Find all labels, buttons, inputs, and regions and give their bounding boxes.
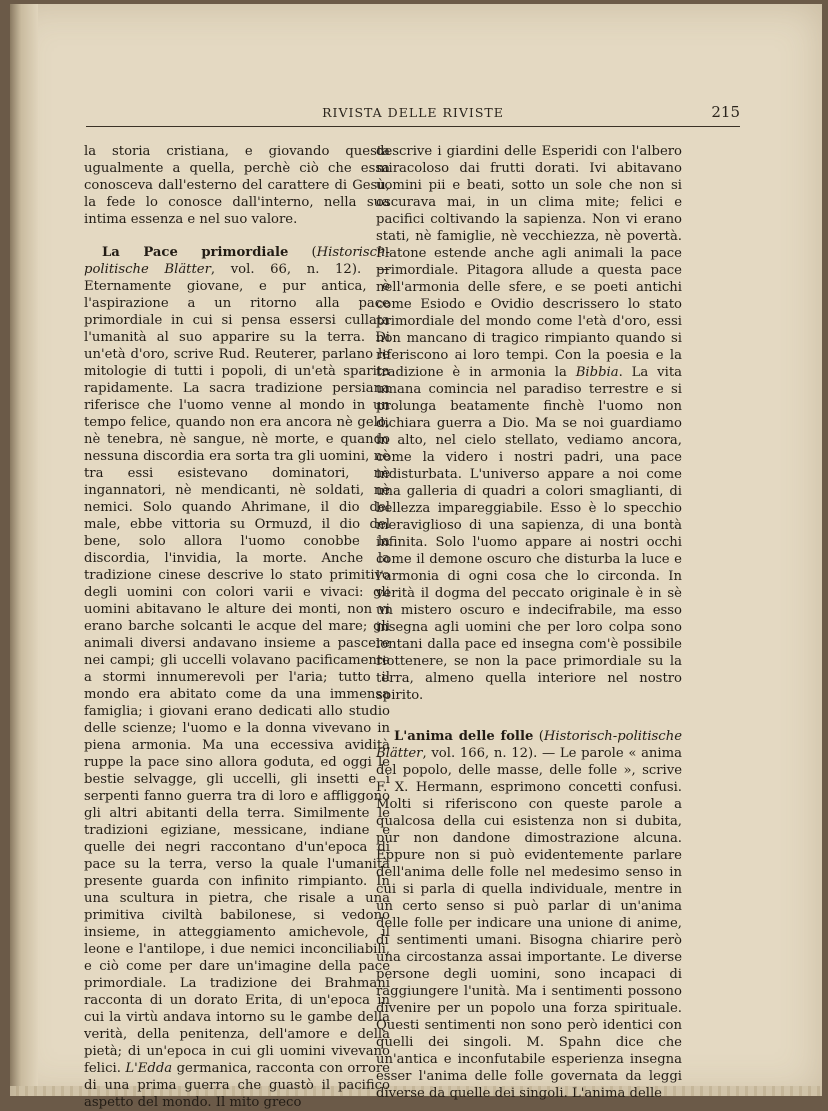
page-number: 215 [711,103,740,121]
article-body: Eternamente giovane, e pur antica, è l'aspirazione a un ritorno alla pace primordiale in cui si pensa essersi cullata l'umanità al suo apparire su la terra. Di un'età d'oro, scrive Rud. Reuterer, parlano le mitologie di tutti i popoli, di un'età sparita rapidamente. La sacra tradizione persiana riferisce che l'uomo venne al mondo in un tempo felice, quando non era ancora nè gelo, nè tenebra, nè sangue, nè morte, e quando nessuna discordia era sorta tra gli uomini, nè tra essi esistevano dominatori, nè ingannatori, nè mendicanti, nè soldati, nè nemici. Solo quando Ahrimane, il dio del male, ebbe vittoria su Ormuzd, il dio del bene, solo allora l'uomo conobbe la discordia, l'invidia, la morte. Anche la tradizione cinese descrive lo stato primitivo degli uomini con colori varii e vivaci: gli uomini abitavano le alture dei monti, non vi erano barche solcanti le acque del mare; gli animali diversi andavano insieme a pascere nei campi; gli uccelli volavano pacificamente a stormi innumerevoli per l'aria; tutto il mondo era abitato come da una immensa famiglia; i giovani erano dedicati allo studio delle scienze; l'uomo e la donna vivevano in piena armonia. Ma una eccessiva avidità ruppe la pace sino allora goduta, ed oggi le bestie selvagge, gli uccelli, gli insetti e i serpenti fanno guerra tra di loro e affliggono gli altri abitanti della terra. Similmente le tradizioni egiziane, messicane, indiane e quelle dei negri raccontano d'un'epoca di pace su la terra, verso la quale l'umanità presente guarda con infinito rimpianto. In una scultura in pietra, che risale a una primitiva civiltà babilonese, si vedono insieme, in atteggiamento amichevole, il leone e l'antilope, i due nemici inconciliabili, e ciò come per dare un'imagine della pace primordiale. La tradizione dei Brahmani racconta di un dorato Erita, di un'epoca in cui la virtù andava intorno su le gambe della verità, della penitenza, dell'amore e della pietà; di un'epoca in cui gli uomini vivevano felici. [84,279,390,1076]
left-column [84,143,390,1111]
article-heading: La Pace primordiale [102,245,289,260]
italic-bibbia: Bibbia [575,365,619,380]
italic-edda: L'Edda [125,1061,173,1076]
source-open: ( [533,729,544,744]
source-title: Historisch-politische Blätter [376,729,682,761]
article-anima-delle-folle [376,728,682,1102]
article-body: descrive i giardini delle Esperidi con l'albero miracoloso dai frutti dorati. Ivi abitavano uomini pii e beati, sotto un sole che non si oscurava mai, in un clima mite; felici e pacifici coltivando la sapienza. Non vi erano stati, nè famiglie, nè vecchiezza, nè povertà. Platone estende anche agli animali la pace primordiale. Pitagora allude a questa pace nell'armonia delle sfere, e se poeti antichi come Esiodo e Ovidio descrissero lo stato primordiale del mondo come l'età d'oro, essi non mancano di tragico rimpianto quando si riferiscono ai loro tempi. Con la poesia e la tradizione è in armonia la [376,144,682,380]
source-ref: , vol. 66, n. 12). — [210,262,390,277]
article-pace-primordiale [84,244,390,1111]
running-title: RIVISTA DELLE RIVISTE [322,105,504,120]
article-body-cont: . La vita umana comincia nel paradiso terrestre e si prolunga beatamente finchè l'uomo non dichiara guerra a Dio. Ma se noi guardiamo in alto, nel cielo stellato, vediamo ancora, come la videro i nostri padri, una pace indisturbata. L'universo appare a noi come una galleria di quadri a colori smaglianti, di bellezza impareggiabile. Esso è lo specchio meraviglioso di una sapienza, di una bontà infinita. Solo l'uomo appare ai nostri occhi come il demone oscuro che disturba la luce e l'armonia di ogni cosa che lo circonda. In verità il dogma del peccato originale è in sè un mistero oscuro e indecifrabile, ma esso insegna agli uomini che per loro colpa sono lontani dalla pace ed insegna com'è possibile riottenere, se non la pace primordiale su la terra, almeno quella interiore nel nostro spirito. [376,365,682,703]
source-open: ( [288,245,317,260]
continued-paragraph [376,143,682,704]
article-heading: L'anima delle folle [394,729,534,744]
source-title: Historisch-politische Blätter [84,245,390,277]
article-body: Le parole « anima del popolo, delle masse, delle folle », scrive F. X. Hermann, esprimono concetti confusi. Molti si riferiscono con queste parole a qualcosa della cui esistenza non si dubita, pur non dandone dimostrazione alcuna. Eppure non si può evidentemente parlare dell'anima delle folle nel medesimo senso in cui si parla di quella individuale, mentre in un certo senso si può parlar di un'anima delle folle per indicare una unione di anime, di sentimenti umani. Bisogna chiarire però una circostanza assai importante. Le diverse persone degli uomini, sono incapaci di raggiungere l'unità. Ma i sentimenti possono divenire per un popolo una forza spirituale. Questi sentimenti non sono però identici con quelli dei singoli. M. Spahn dice che un'antica e inconfutabile esperienza insegna esser l'anima delle folle governata da leggi diverse da quelle dei singoli. L'anima delle [376,746,683,1101]
right-column [376,143,682,1102]
continued-paragraph: la storia cristiana, e giovando questa ugualmente a quella, perchè ciò che essa conosceva dall'esterno del carattere di Gesù, la fede lo conosce dall'interno, nella sua intima essenza e nel suo valore. [84,144,390,227]
running-header [86,104,740,126]
source-ref: , vol. 166, n. 12). — [422,746,560,761]
book-spine-shadow [10,4,38,1096]
article-body-cont: germanica, racconta con orrore di una prima guerra che guastò il pacifico aspetto del mondo. Il mito greco [84,1061,390,1110]
header-rule [86,126,740,127]
